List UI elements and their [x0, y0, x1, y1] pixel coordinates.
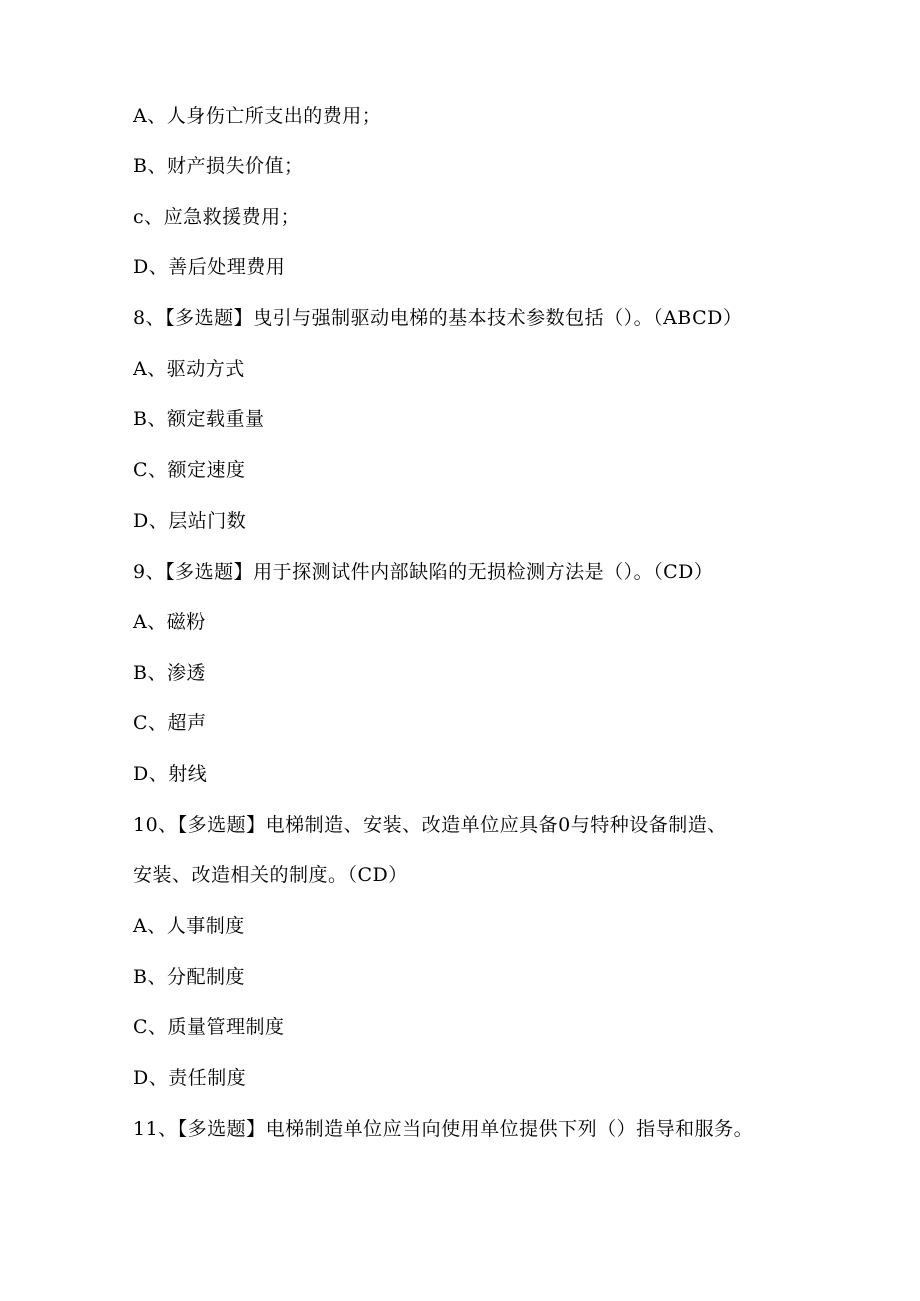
- option-line: C、质量管理制度: [133, 1016, 285, 1038]
- option-line: c、应急救援费用；: [133, 206, 301, 228]
- question-line: 9、【多选题】用于探测试件内部缺陷的无损检测方法是（）。（CD）: [133, 561, 714, 583]
- option-line: C、额定速度: [133, 459, 246, 481]
- option-line: B、渗透: [133, 662, 206, 684]
- option-line: A、磁粉: [133, 611, 206, 633]
- question-line: 10、【多选题】电梯制造、安装、改造单位应具备0与特种设备制造、: [133, 814, 727, 836]
- option-line: B、财产损失价值；: [133, 155, 304, 177]
- option-line: B、分配制度: [133, 966, 245, 988]
- option-line: D、责任制度: [133, 1067, 247, 1089]
- option-line: D、善后处理费用: [133, 256, 286, 278]
- question-line: 8、【多选题】曳引与强制驱动电梯的基本技术参数包括（）。（ABCD）: [133, 307, 743, 329]
- option-line: A、人事制度: [133, 915, 245, 937]
- question-line: 11、【多选题】电梯制造单位应当向使用单位提供下列（）指导和服务。: [133, 1118, 754, 1140]
- option-line: A、驱动方式: [133, 358, 245, 380]
- option-line: D、射线: [133, 763, 208, 785]
- option-line: C、超声: [133, 712, 207, 734]
- option-line: D、层站门数: [133, 510, 247, 532]
- question-line-continued: 安装、改造相关的制度。（CD）: [133, 864, 408, 886]
- option-line: A、人身伤亡所支出的费用；: [133, 105, 382, 127]
- option-line: B、额定载重量: [133, 408, 265, 430]
